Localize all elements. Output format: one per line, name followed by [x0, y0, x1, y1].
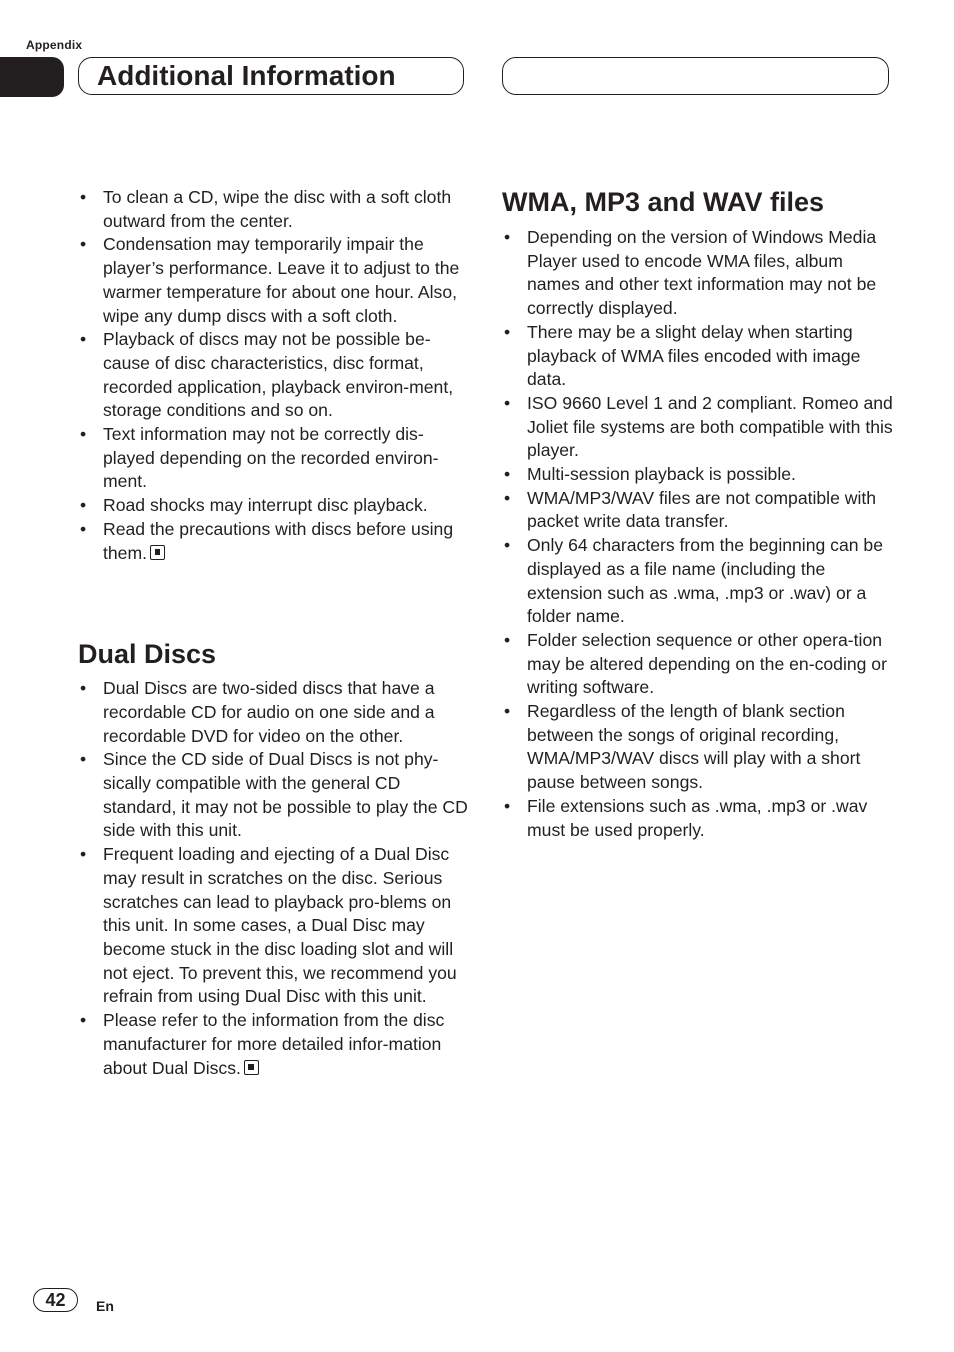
list-item: • Road shocks may interrupt disc playback. [78, 494, 470, 518]
list-item: • Playback of discs may not be possible be-cause of disc characteristics, disc format, recorded application, playback environ-ment, storage conditions and so on. [78, 328, 470, 423]
appendix-label: Appendix [26, 38, 83, 52]
list-item: • Folder selection sequence or other opera-tion may be altered depending on the en-coding or writing software. [502, 629, 894, 700]
list-item [78, 518, 470, 565]
list-item-text: Read the precautions with discs before using them. [103, 518, 454, 563]
wma-mp3-wav-list [502, 226, 894, 842]
end-mark-icon [150, 545, 165, 560]
left-column [78, 186, 470, 1080]
list-item: • Frequent loading and ejecting of a Dual Disc may result in scratches on the disc. Serious scratches can lead to playback pro-blems on this unit. In some cases, a Dual Disc may become stuck in the disc loading slot and will not eject. To prevent this, we recommend you refrain from using Dual Disc with this unit. [78, 843, 470, 1009]
list-item: • Dual Discs are two-sided discs that have a recordable CD for audio on one side and a recordable DVD for video on the other. [78, 677, 470, 748]
language-label: En [96, 1298, 114, 1314]
black-tab [0, 57, 64, 97]
header-title-box [78, 57, 464, 95]
list-item: • File extensions such as .wma, .mp3 or .wav must be used properly. [502, 795, 894, 842]
dual-discs-list [78, 677, 470, 1080]
list-item [78, 1009, 470, 1080]
list-item: • There may be a slight delay when starting playback of WMA files encoded with image data. [502, 321, 894, 392]
page-title: Additional Information [97, 60, 396, 91]
right-column [502, 186, 894, 842]
page-number: 42 [33, 1288, 78, 1312]
list-item: • ISO 9660 Level 1 and 2 compliant. Romeo and Joliet file systems are both compatible with this player. [502, 392, 894, 463]
end-mark-icon [244, 1060, 259, 1075]
dual-discs-heading: Dual Discs [78, 639, 217, 670]
list-item: • WMA/MP3/WAV files are not compatible with packet write data transfer. [502, 487, 894, 534]
list-item: • Depending on the version of Windows Media Player used to encode WMA files, album names and other text information may not be correctly displayed. [502, 226, 894, 321]
list-item: • To clean a CD, wipe the disc with a soft cloth outward from the center. [78, 186, 470, 233]
list-item: • Regardless of the length of blank section between the songs of original recording, WMA/MP3/WAV discs will play with a short pause between songs. [502, 700, 894, 795]
list-item: • Multi-session playback is possible. [502, 463, 894, 487]
list-item-text: Please refer to the information from the disc manufacturer for more detailed infor-mation about Dual Discs. [103, 1010, 445, 1078]
wma-mp3-wav-heading: WMA, MP3 and WAV files [502, 187, 825, 217]
list-item: • Text information may not be correctly dis-played depending on the recorded environ-ment. [78, 423, 470, 494]
list-item: • Only 64 characters from the beginning can be displayed as a file name (including the extension such as .wma, .mp3 or .wav) or a folder name. [502, 534, 894, 629]
list-item: • Since the CD side of Dual Discs is not phy-sically compatible with the general CD standard, it may not be possible to play the CD side with this unit. [78, 748, 470, 843]
list-item: • Condensation may temporarily impair the player’s performance. Leave it to adjust to the warmer temperature for about one hour. Also, wipe any dump discs with a soft cloth. [78, 233, 470, 328]
cd-care-list [78, 186, 470, 565]
header-empty-box [502, 57, 889, 95]
